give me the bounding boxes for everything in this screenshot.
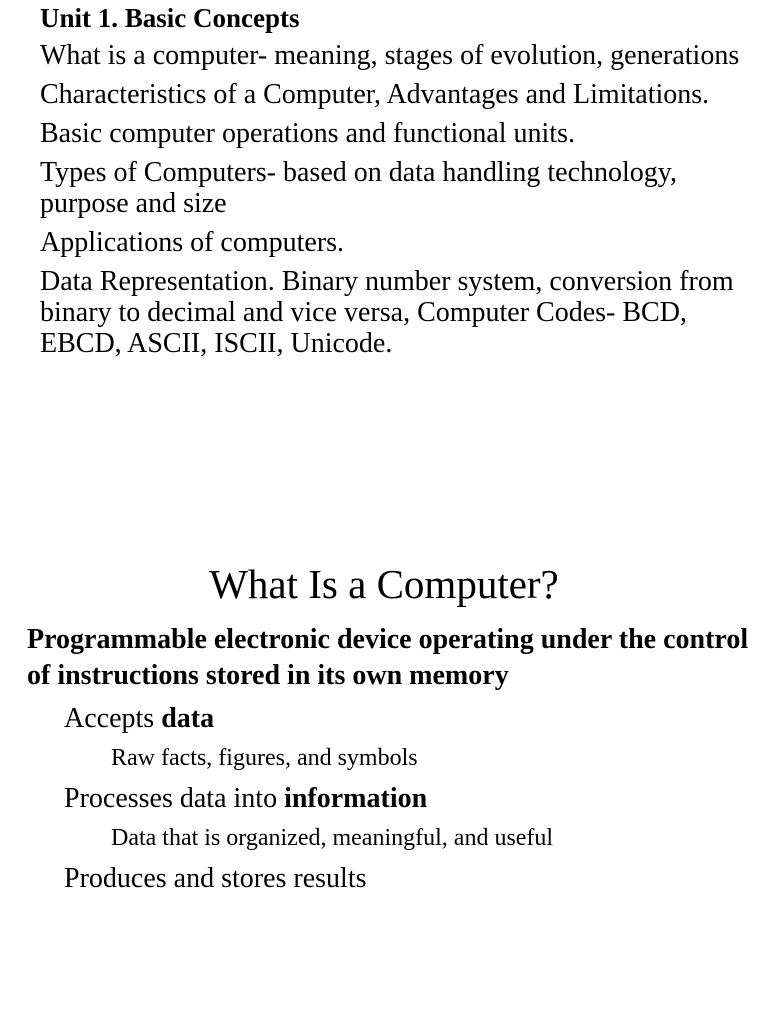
computer-definition: Programmable electronic device operating under the control of instructions stored in its own memory <box>27 624 749 691</box>
what-is-a-computer-slide <box>0 552 768 1024</box>
point-text: Accepts <box>64 703 162 734</box>
point-processes-data <box>64 782 427 816</box>
topic-item: Basic computer operations and functional units. <box>40 118 575 149</box>
point-text: Processes data into <box>64 783 285 814</box>
slide-title: What Is a Computer? <box>209 561 559 607</box>
subpoint-information-definition: Data that is organized, meaningful, and useful <box>111 825 554 851</box>
unit-overview-slide <box>0 0 768 470</box>
point-produces-results <box>64 862 367 896</box>
topic-item: Data Representation. Binary number system, conversion from binary to decimal and vice versa, Computer Codes- BCD, EBCD, ASCII, ISCII, Unicode. <box>40 266 734 359</box>
point-accepts-data <box>64 702 214 736</box>
point-emphasis: data <box>161 703 215 734</box>
topic-item: Characteristics of a Computer, Advantages and Limitations. <box>40 79 710 110</box>
topic-item: Applications of computers. <box>40 227 345 258</box>
unit-title: Unit 1. Basic Concepts <box>40 3 300 33</box>
point-text: Produces and stores results <box>64 863 367 894</box>
point-emphasis: information <box>284 783 428 814</box>
topic-list <box>40 40 762 367</box>
topic-item: Types of Computers- based on data handling technology, purpose and size <box>40 157 677 219</box>
topic-item: What is a computer- meaning, stages of evolution, generations <box>40 40 740 71</box>
subpoint-data-definition: Raw facts, figures, and symbols <box>111 745 418 771</box>
